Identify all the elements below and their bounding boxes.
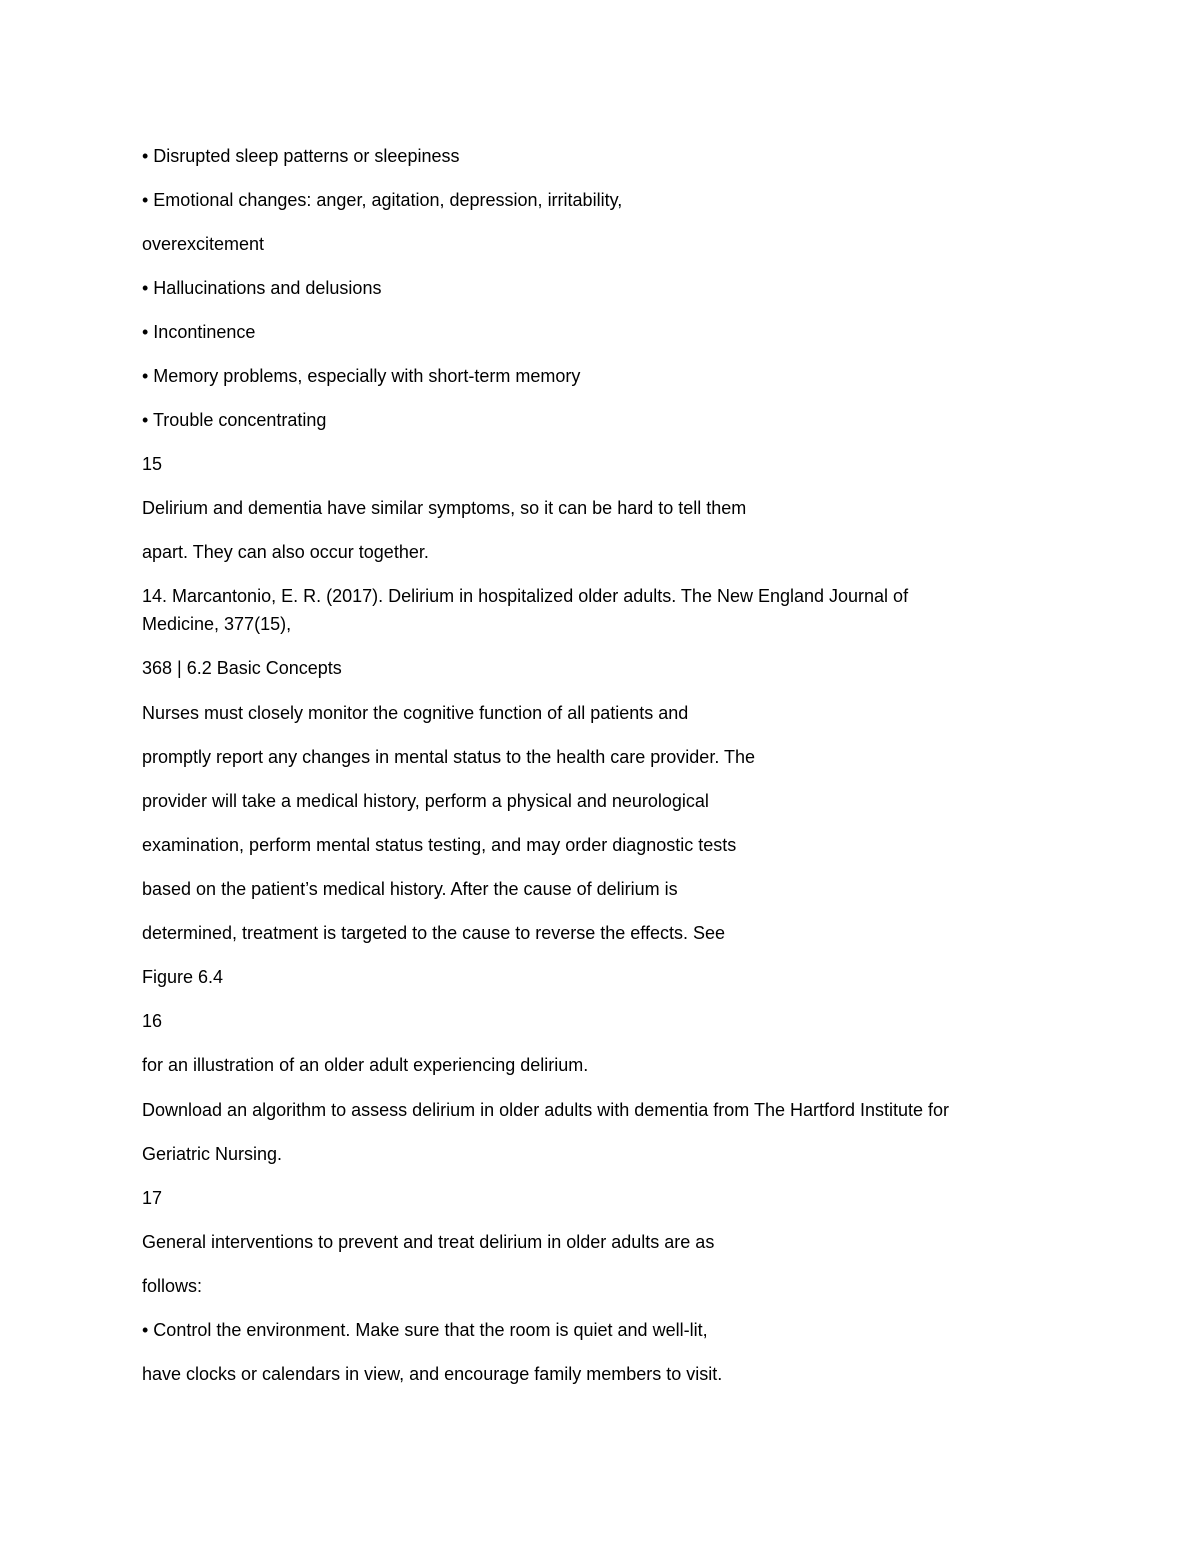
paragraph-line: promptly report any changes in mental status to the health care provider. The: [142, 747, 756, 767]
footnote-marker-15: 15: [142, 454, 163, 474]
paragraph-line: for an illustration of an older adult experiencing delirium.: [142, 1055, 589, 1075]
paragraph-line: Delirium and dementia have similar symptoms, so it can be hard to tell them: [142, 498, 747, 518]
paragraph-line: Nurses must closely monitor the cognitive function of all patients and: [142, 703, 689, 723]
page-footer-label: 368 | 6.2 Basic Concepts: [142, 658, 342, 678]
footnote-14-reference-continued: Medicine, 377(15),: [142, 614, 292, 634]
paragraph-line: General interventions to prevent and treat delirium in older adults are as: [142, 1232, 715, 1252]
paragraph-line: provider will take a medical history, perform a physical and neurological: [142, 791, 709, 811]
bullet-hallucinations: • Hallucinations and delusions: [142, 278, 382, 298]
figure-reference: Figure 6.4: [142, 967, 224, 987]
bullet-control-environment: • Control the environment. Make sure that the room is quiet and well-lit,: [142, 1320, 708, 1340]
bullet-control-environment-continued: have clocks or calendars in view, and encourage family members to visit.: [142, 1364, 723, 1384]
bullet-incontinence: • Incontinence: [142, 322, 256, 342]
paragraph-line: follows:: [142, 1276, 203, 1296]
bullet-memory-problems: • Memory problems, especially with short-term memory: [142, 366, 581, 386]
footnote-14-reference: 14. Marcantonio, E. R. (2017). Delirium in hospitalized older adults. The New England Journal of: [142, 586, 909, 606]
footnote-marker-17: 17: [142, 1188, 163, 1208]
download-algorithm-text-continued: Geriatric Nursing.: [142, 1144, 283, 1164]
bullet-disrupted-sleep: • Disrupted sleep patterns or sleepiness: [142, 146, 460, 166]
paragraph-line: determined, treatment is targeted to the cause to reverse the effects. See: [142, 923, 725, 943]
bullet-emotional-changes-continued: overexcitement: [142, 234, 265, 254]
paragraph-line: examination, perform mental status testing, and may order diagnostic tests: [142, 835, 737, 855]
bullet-emotional-changes: • Emotional changes: anger, agitation, depression, irritability,: [142, 190, 623, 210]
paragraph-line: based on the patient’s medical history. After the cause of delirium is: [142, 879, 678, 899]
download-algorithm-text: Download an algorithm to assess delirium in older adults with dementia from The Hartford Institute for: [142, 1100, 950, 1120]
footnote-marker-16: 16: [142, 1011, 163, 1031]
bullet-trouble-concentrating: • Trouble concentrating: [142, 410, 327, 430]
paragraph-line: apart. They can also occur together.: [142, 542, 429, 562]
